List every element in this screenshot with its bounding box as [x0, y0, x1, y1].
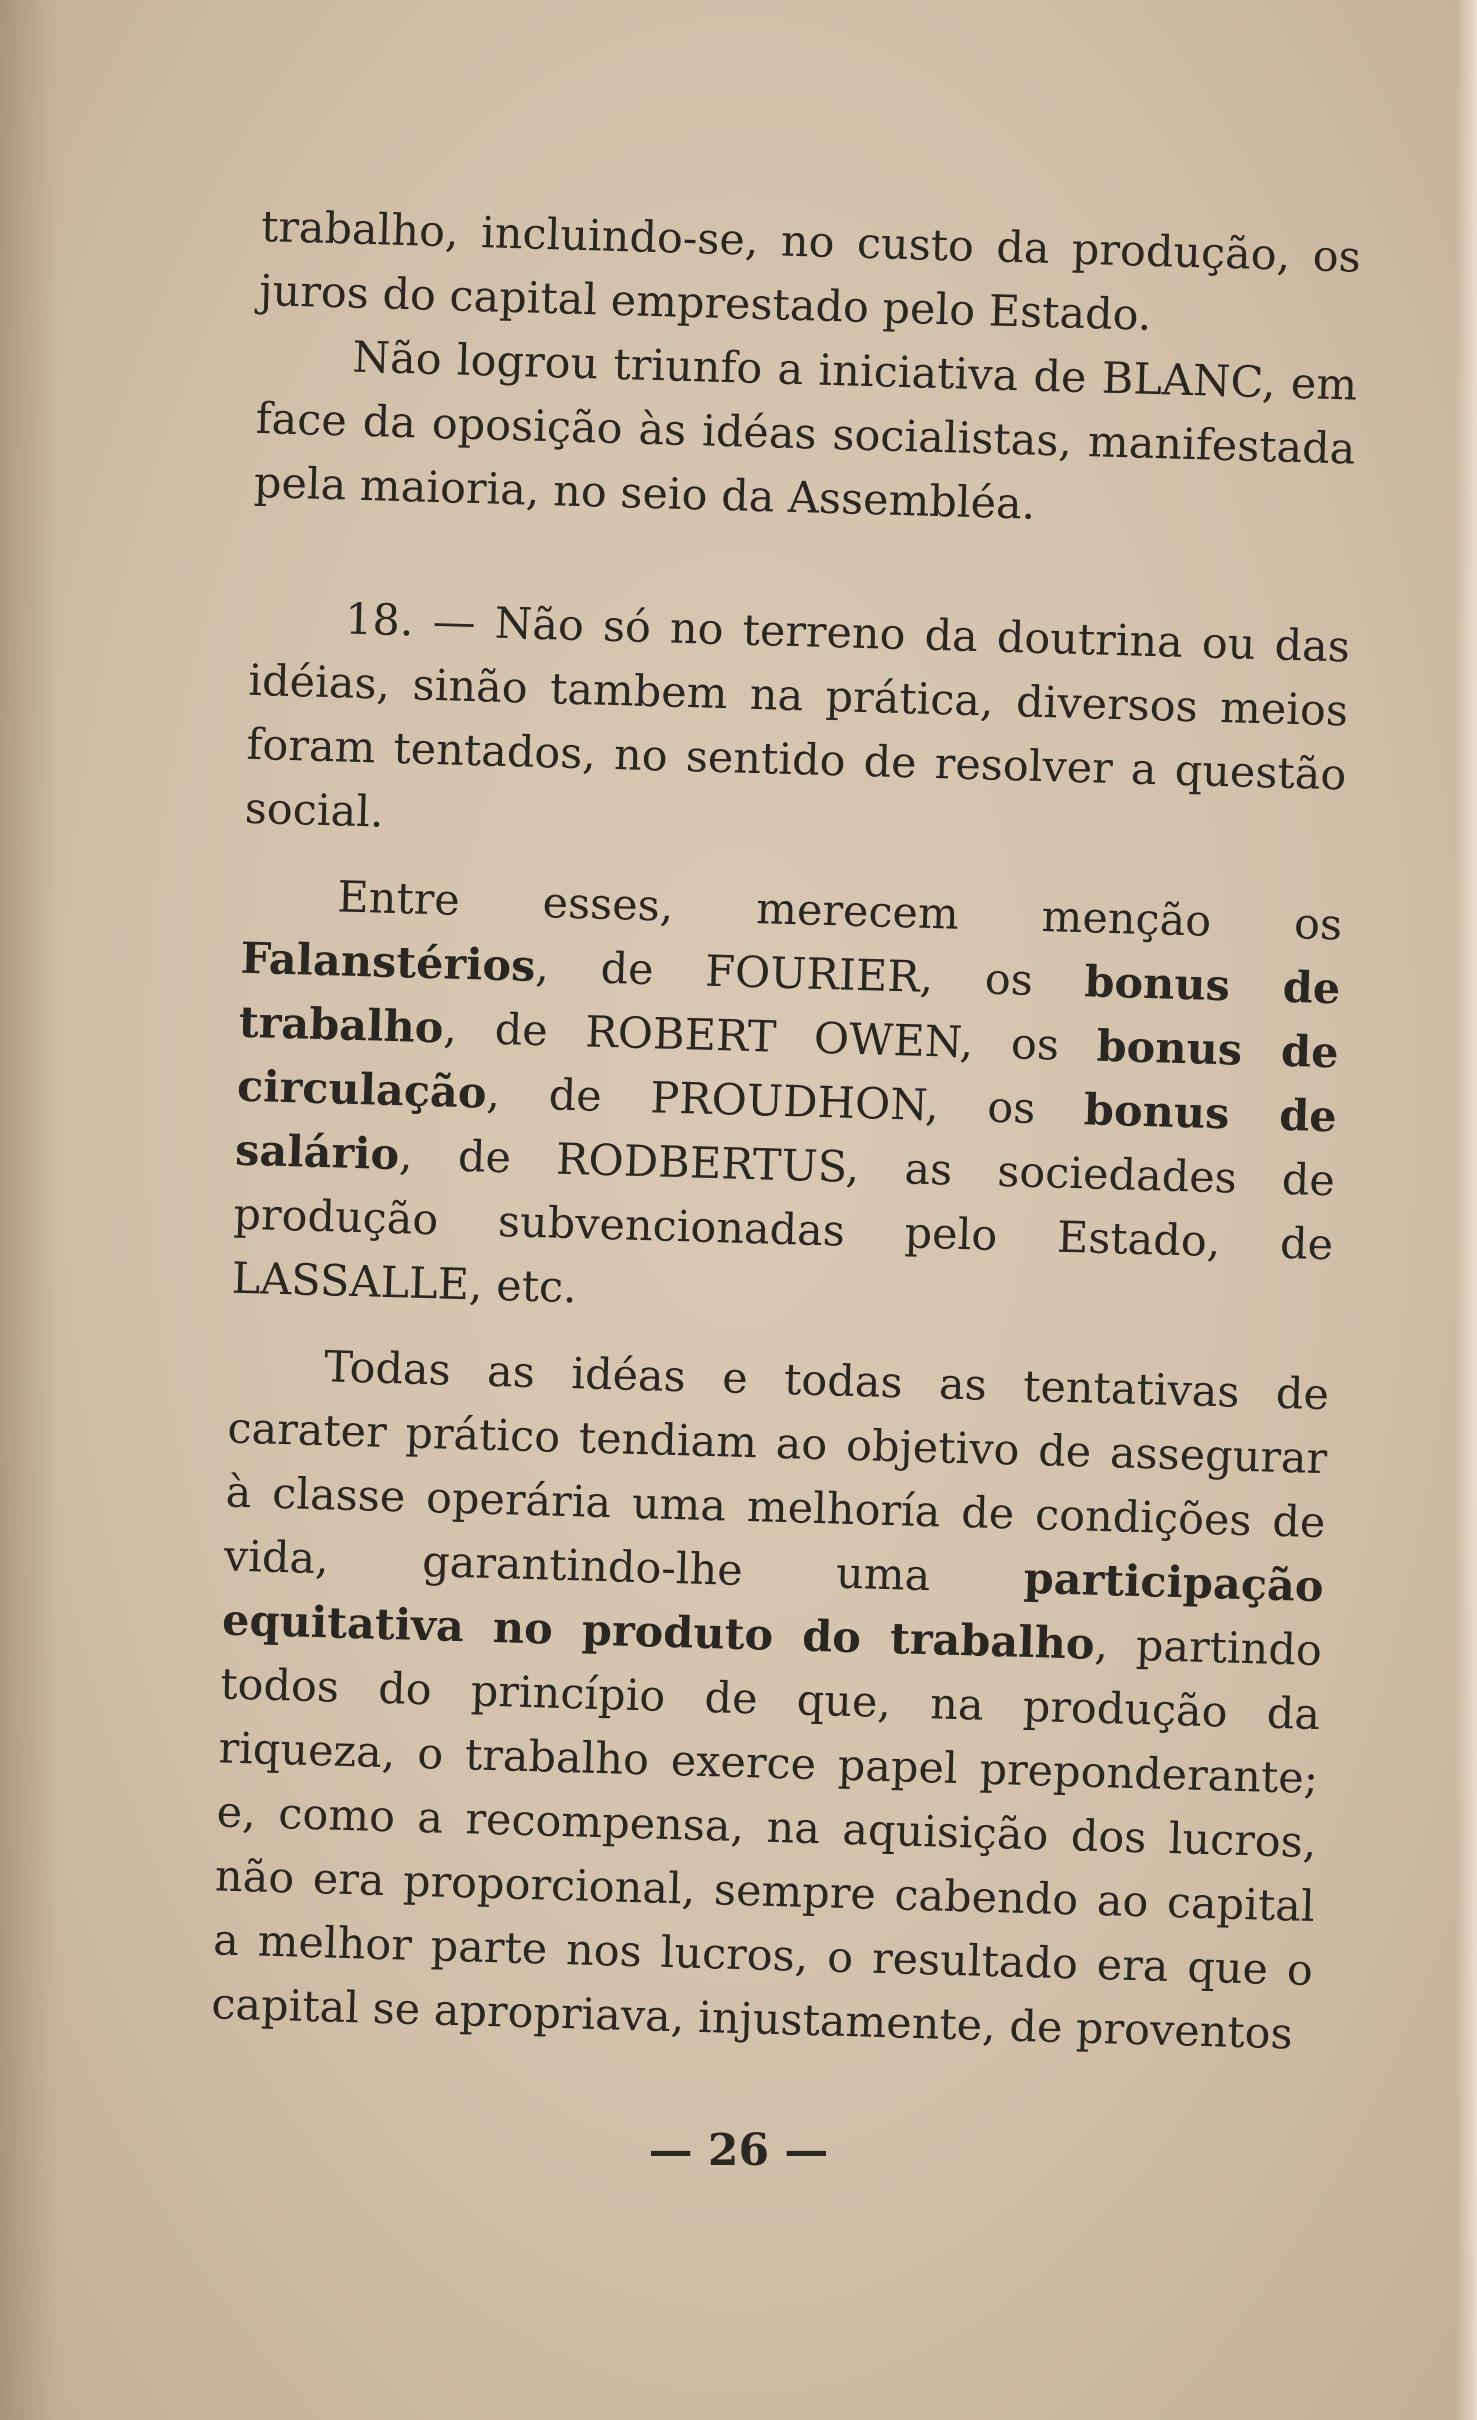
text-run: Não logrou triunfo a iniciativa de BLANC, em face da oposição às idéas socialistas, manifestada pela maioria, no seio da Assembléa. [253, 332, 1358, 530]
emphasized-term: bonus de trabalho [238, 957, 1341, 1054]
emphasized-term: bonus de circulação [236, 1021, 1340, 1119]
page-edge [1455, 0, 1477, 2420]
emphasized-term: bonus de salário [234, 1085, 1338, 1181]
text-run: , de FOURIER, os [534, 941, 1086, 1008]
text-run: , de PROUDHON, os [485, 1068, 1085, 1136]
text-run: , de RODBERTUS, as sociedades de produção subvencionadas pelo Estado, de LASSALLE, etc. [231, 1130, 1336, 1314]
emphasized-term: participação equitativa no produto do trabalho [221, 1553, 1325, 1670]
paragraph-blanc [253, 323, 1358, 546]
text-run: Todas as idéas e todas as tentativas de carater prático tendiam ao objetivo de assegurar à classe operária uma melhoría de condições de vida, garantindo-lhe uma [223, 1342, 1330, 1604]
text-run: , de ROBERT OWEN, os [442, 1003, 1098, 1072]
text-run: , partindo todos do princípio de que, na produção da riqueza, o trabalho exerce papel preponderante; e, como a recompensa, na aquisição dos lucros, não era proporcional, sempre cabendo ao capital a melhor parte nos lucros, o resultado era que o capital se apropriava, injustamente, de proventos [210, 1619, 1323, 2060]
text-run: trabalho, incluindo-se, no custo da produção, os juros do capital emprestado pelo Estado. [258, 201, 1362, 341]
text-run: 18. — Não só no terreno da doutrina ou das idéias, sinão tambem na prática, diversos meios foram tentados, no sentido de resolver a questão social. [244, 594, 1351, 838]
page-number: — 26 — [648, 2125, 829, 2176]
paragraph-conclusion [211, 1333, 1330, 2067]
paragraph-section-18 [244, 585, 1351, 872]
paragraph-examples [231, 863, 1343, 1342]
text-run: Entre esses, merecem menção os [336, 872, 1343, 951]
emphasized-term: Falanstérios [239, 933, 537, 992]
page-text [211, 195, 1362, 2067]
page-gutter-shadow [0, 0, 60, 2420]
